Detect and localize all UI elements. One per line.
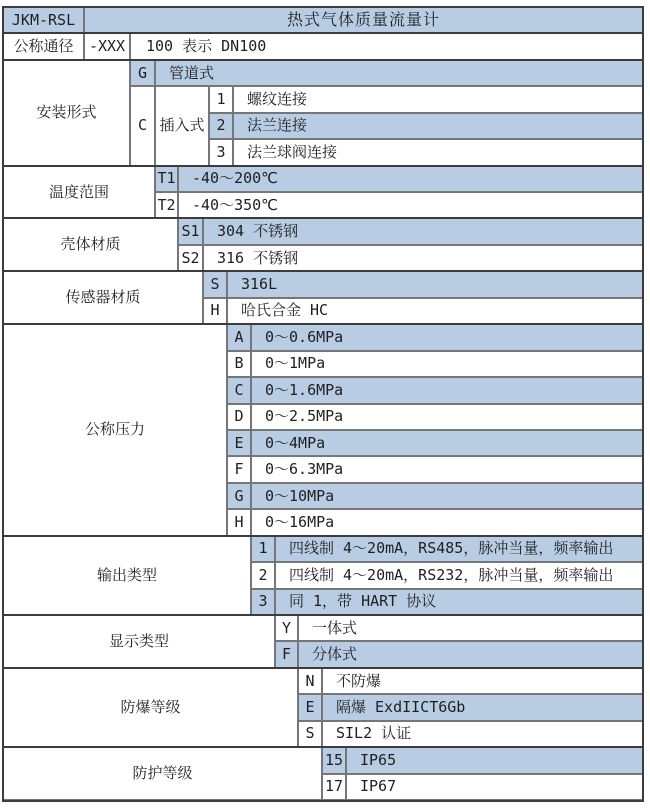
section-divider — [3, 59, 643, 61]
option-desc: 隔爆 ExdIICT6Gb — [322, 694, 643, 720]
option-desc: 316 不锈钢 — [203, 245, 643, 271]
option-code: 1 — [251, 536, 275, 562]
option-code: S — [298, 721, 322, 747]
option-desc: IP67 — [346, 774, 643, 800]
option-code: S1 — [178, 218, 203, 244]
section-label-nominal-diameter: 公称通径 — [3, 33, 84, 59]
section-divider — [3, 746, 643, 748]
option-desc: 0～1MPa — [251, 351, 643, 377]
option-desc: IP65 — [346, 747, 643, 773]
option-code: 3 — [209, 139, 233, 165]
section-label-output-type: 输出类型 — [3, 536, 251, 615]
section-divider — [3, 270, 643, 272]
option-desc: 0～1.6MPa — [251, 377, 643, 403]
option-code: 1 — [209, 86, 233, 112]
option-desc: 304 不锈钢 — [203, 218, 643, 244]
option-desc: -40～350℃ — [178, 192, 643, 218]
section-label-protection-rating: 防护等级 — [3, 747, 322, 800]
option-code: 15 — [322, 747, 346, 773]
option-code: F — [227, 456, 251, 482]
option-code: E — [227, 430, 251, 456]
section-divider — [3, 217, 643, 219]
option-desc: 0～0.6MPa — [251, 324, 643, 350]
option-desc: 100 表示 DN100 — [130, 33, 643, 59]
option-code: H — [203, 298, 227, 324]
section-divider — [3, 165, 643, 167]
option-desc: 同 1，带 HART 协议 — [275, 589, 643, 615]
section-label-display-type: 显示类型 — [3, 615, 275, 668]
option-desc: SIL2 认证 — [322, 721, 643, 747]
option-desc: 螺纹连接 — [233, 86, 643, 112]
option-desc: 四线制 4～20mA，RS232，脉冲当量，频率输出 — [275, 562, 643, 588]
option-desc: 0～2.5MPa — [251, 404, 643, 430]
option-code: A — [227, 324, 251, 350]
option-code: S2 — [178, 245, 203, 271]
option-desc: 一体式 — [298, 615, 643, 641]
option-code: G — [130, 60, 155, 86]
option-desc: 法兰连接 — [233, 113, 643, 139]
section-divider — [3, 535, 643, 537]
option-code: -XXX — [84, 33, 130, 59]
option-code: 2 — [209, 113, 233, 139]
section-label-housing-material: 壳体材质 — [3, 218, 178, 271]
option-desc: 不防爆 — [322, 668, 643, 694]
option-desc: 法兰球阀连接 — [233, 139, 643, 165]
option-desc: -40～200℃ — [178, 166, 643, 192]
section-label-sensor-material: 传感器材质 — [3, 271, 203, 324]
option-code: N — [298, 668, 322, 694]
option-code: 17 — [322, 774, 346, 800]
option-code: D — [227, 404, 251, 430]
section-label-nominal-pressure: 公称压力 — [3, 324, 227, 535]
option-code: B — [227, 351, 251, 377]
section-divider — [3, 667, 643, 669]
option-desc: 0～4MPa — [251, 430, 643, 456]
sub-label-insertion-type: 插入式 — [155, 86, 209, 165]
option-code: F — [275, 641, 298, 667]
section-label-explosion-proof-rating: 防爆等级 — [3, 668, 298, 747]
option-code: C — [130, 86, 155, 165]
option-code: G — [227, 483, 251, 509]
page-title: 热式气体质量流量计 — [84, 7, 643, 33]
option-desc: 四线制 4～20mA，RS485，脉冲当量，频率输出 — [275, 536, 643, 562]
section-divider — [3, 614, 643, 616]
option-code: T1 — [155, 166, 178, 192]
option-code: E — [298, 694, 322, 720]
option-code: 2 — [251, 562, 275, 588]
option-desc: 0～6.3MPa — [251, 456, 643, 482]
option-desc: 管道式 — [155, 60, 643, 86]
option-desc: 0～16MPa — [251, 509, 643, 535]
section-label-mounting-type: 安装形式 — [3, 60, 130, 166]
model-code-cell: JKM-RSL — [3, 7, 84, 33]
option-code: T2 — [155, 192, 178, 218]
option-code: C — [227, 377, 251, 403]
option-desc: 0～10MPa — [251, 483, 643, 509]
section-divider — [3, 32, 643, 34]
option-code: S — [203, 271, 227, 297]
section-label-temperature-range: 温度范围 — [3, 166, 155, 219]
option-desc: 316L — [227, 271, 643, 297]
option-code: 3 — [251, 589, 275, 615]
option-code: H — [227, 509, 251, 535]
option-desc: 哈氏合金 HC — [227, 298, 643, 324]
section-divider — [3, 323, 643, 325]
option-desc: 分体式 — [298, 641, 643, 667]
option-code: Y — [275, 615, 298, 641]
